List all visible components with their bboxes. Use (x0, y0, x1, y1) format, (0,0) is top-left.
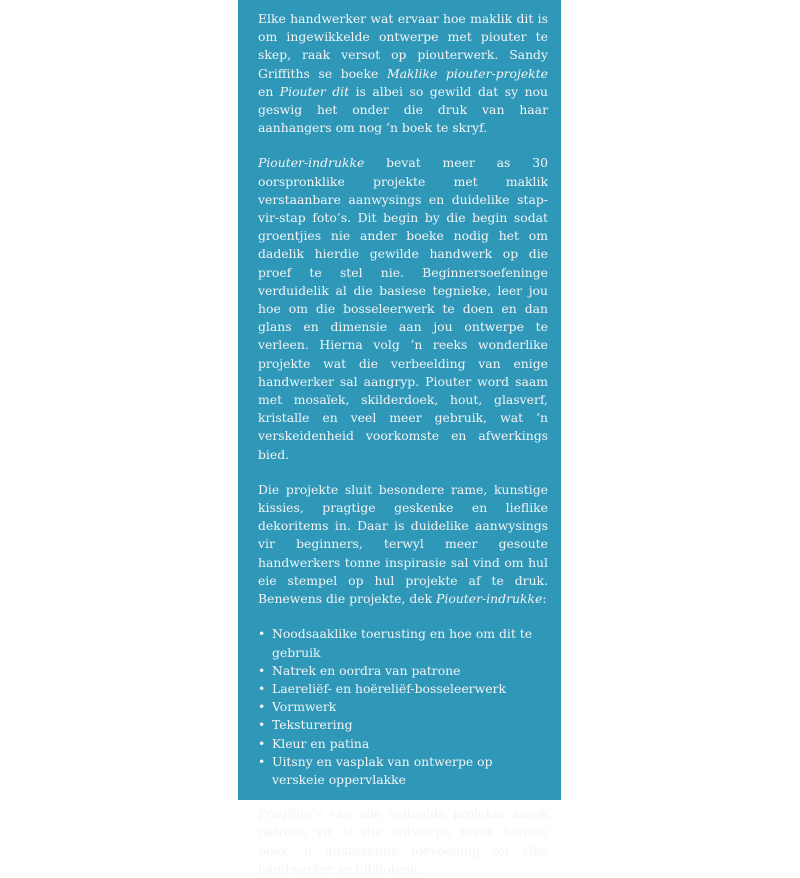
book-title-piouter-indrukke-2: Piouter-indrukke (436, 591, 543, 607)
bullet-icon: • (258, 717, 266, 733)
list-item-text: Uitsny en vasplak van ontwerpe op verskeie oppervlakke (272, 753, 493, 787)
list-item-text: Natrek en oordra van patrone (272, 662, 461, 678)
list-item (258, 698, 548, 716)
list-item-text: Noodsaaklike toerusting en hoe om dit te gebruik (272, 626, 533, 660)
paragraph-closing-text: Pragfoto’s van alle voltooide projekte asook patrone vir al die ontwerpe maak hierdie boek ’n uitstekende toevoeging tot elke handwerker se biblioteek. (258, 806, 548, 876)
list-item (258, 753, 548, 789)
bullet-icon: • (258, 626, 266, 642)
list-item-text: Laereliëf- en hoëreliëf-bosseleerwerk (272, 680, 506, 696)
list-item (258, 716, 548, 734)
paragraph-projects-text-1: Die projekte sluit besondere rame, kunstige kissies, pragtige geskenke en lieflike dekoritems in. Daar is duidelike aanwysings vir beginners, terwyl meer gesoute handwerkers tonne inspirasie sal vind om hul eie stempel op hul projekte af te druk. Benewens die projekte, dek (258, 481, 548, 607)
back-cover-panel (238, 0, 561, 876)
list-item (258, 735, 548, 753)
bullet-icon: • (258, 753, 266, 769)
book-title-maklike-piouter-projekte: Maklike piouter-projekte (386, 65, 548, 81)
list-item (258, 625, 548, 661)
list-item (258, 680, 548, 698)
paragraph-intro-text-2: en (258, 83, 280, 99)
paragraph-intro-text-3: is albei so gewild dat sy nou geswig het onder die druk van haar aanhangers om nog ’n boek te skryf. (258, 83, 548, 136)
bullet-icon: • (258, 662, 266, 678)
list-item-text: Teksturering (272, 717, 353, 733)
paragraph-intro (258, 10, 548, 137)
list-item-text: Vormwerk (272, 699, 337, 715)
bullet-icon: • (258, 680, 266, 696)
paragraph-contents (258, 154, 548, 463)
list-item (258, 662, 548, 680)
bullet-icon: • (258, 699, 266, 715)
paragraph-intro-text-1: Elke handwerker wat ervaar hoe maklik dit is om ingewikkelde ontwerpe met piouter te skep, raak versot op piouterwerk. Sandy Griffiths se boeke (258, 11, 548, 81)
paragraph-projects-text-2: : (542, 591, 547, 607)
book-title-piouter-dit: Piouter dit (279, 83, 350, 99)
topics-list (258, 625, 548, 789)
list-item-text: Kleur en patina (272, 735, 370, 751)
paragraph-closing (258, 805, 548, 878)
paragraph-contents-text: bevat meer as 30 oorspronklike projekte met maklik verstaanbare aanwysings en duidelike stap-vir-stap foto’s. Dit begin by die begin sodat groentjies nie ander boeke nodig het om dadelik hierdie gewilde handwerk op die proef te stel nie. Beginnersoefeninge verduidelik al die basiese tegnieke, leer jou hoe om die bosseleerwerk te doen en dan glans en dimensie aan jou ontwerpe te verleen. Hierna volg ’n reeks wonderlike projekte wat die verbeelding van enige handwerker sal aangryp. Piouter word saam met mosaïek, skilderdoek, hout, glasverf, kristalle en veel meer gebruik, wat ’n verskeidenheid voorkomste en afwerkings bied. (258, 155, 548, 462)
bullet-icon: • (258, 735, 266, 751)
paragraph-projects (258, 481, 548, 608)
book-title-piouter-indrukke: Piouter-indrukke (258, 155, 365, 171)
